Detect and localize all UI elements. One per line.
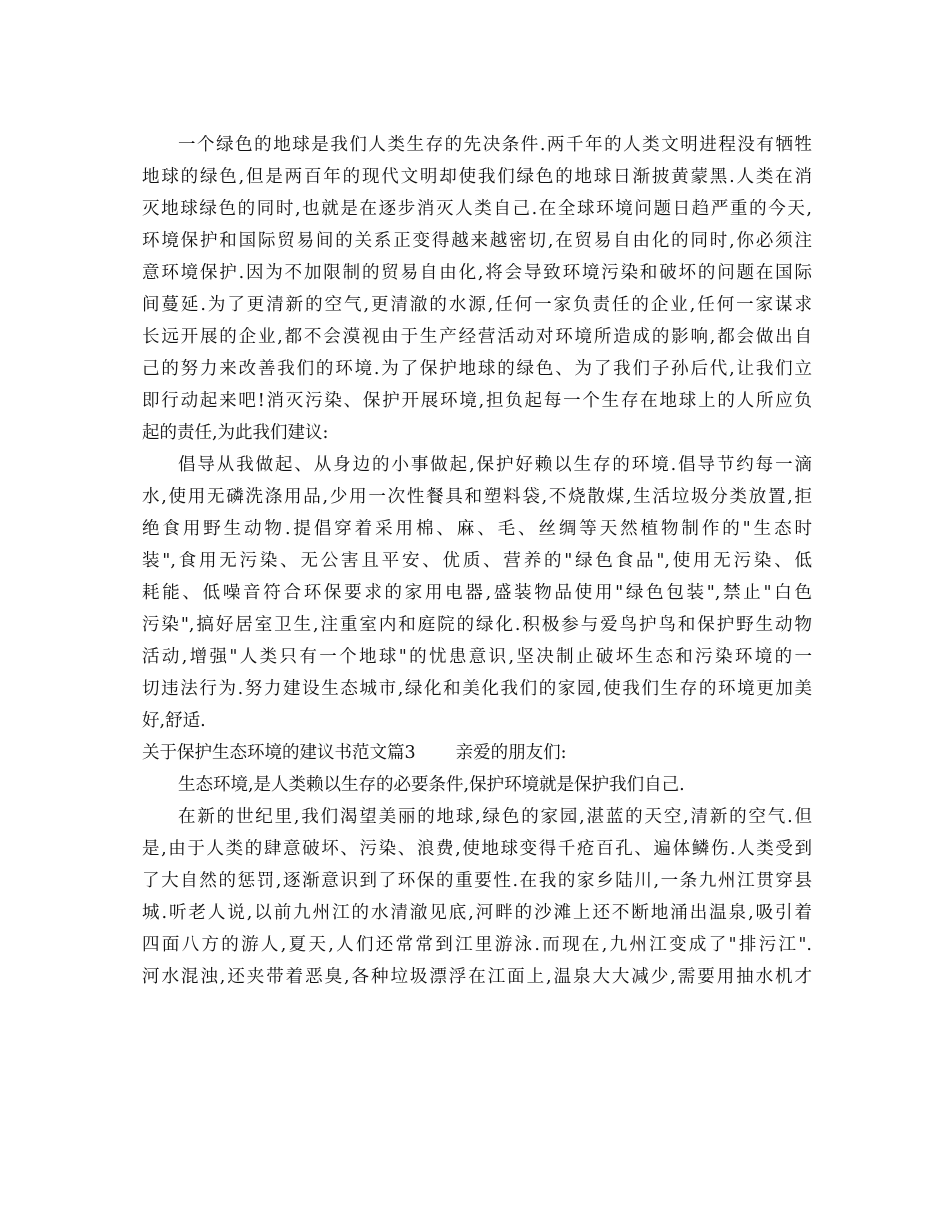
para2-line-2: 水,使用无磷洗涤用品,少用一次性餐具和塑料袋,不烧散煤,生活垃圾分类放置,拒 [142, 487, 812, 507]
para1-line-10: 起的责任,为此我们建议: [142, 423, 329, 443]
para4-line-3: 了大自然的惩罚,逐渐意识到了环保的重要性.在我的家乡陆川,一条九州江贯穿县 [142, 871, 812, 891]
para2-line-6: 污染",搞好居室卫生,注重室内和庭院的绿化.积极参与爱鸟护鸟和保护野生动物 [142, 615, 812, 635]
para4-line-2: 是,由于人类的肆意破坏、污染、浪费,使地球变得千疮百孔、遍体鳞伤.人类受到 [142, 839, 812, 859]
para4-line-5: 四面八方的游人,夏天,人们还常常到江里游泳.而现在,九州江变成了"排污江". [142, 935, 812, 955]
para2-line-1: 倡导从我做起、从身边的小事做起,保护好赖以生存的环境.倡导节约每一滴 [178, 455, 812, 475]
para1-line-2: 地球的绿色,但是两百年的现代文明却使我们绿色的地球日渐披黄蒙黑.人类在消 [142, 167, 812, 187]
para2-line-7: 活动,增强"人类只有一个地球"的忧患意识,坚决制止破坏生态和污染环境的一 [142, 647, 812, 667]
para2-line-5: 耗能、低噪音符合环保要求的家用电器,盛装物品使用"绿色包装",禁止"白色 [142, 583, 812, 603]
para1-line-6: 间蔓延.为了更清新的空气,更清澈的水源,任何一家负责任的企业,任何一家谋求 [142, 295, 812, 315]
para1-line-8: 己的努力来改善我们的环境.为了保护地球的绿色、为了我们子孙后代,让我们立 [142, 359, 812, 379]
para1-line-1: 一个绿色的地球是我们人类生存的先决条件.两千年的人类文明进程没有牺牲 [178, 135, 812, 155]
para2-line-8: 切违法行为.努力建设生态城市,绿化和美化我们的家园,使我们生存的环境更加美 [142, 679, 812, 699]
para4-line-4: 城.听老人说,以前九州江的水清澈见底,河畔的沙滩上还不断地涌出温泉,吸引着 [142, 903, 812, 923]
greeting: 亲爱的朋友们: [455, 743, 567, 763]
section-heading: 关于保护生态环境的建议书范文篇3 [142, 743, 416, 763]
para2-line-9: 好,舒适. [142, 711, 206, 731]
para1-line-4: 环境保护和国际贸易间的关系正变得越来越密切,在贸易自由化的同时,你必须注 [142, 231, 812, 251]
para1-line-7: 长远开展的企业,都不会漠视由于生产经营活动对环境所造成的影响,都会做出自 [142, 327, 812, 347]
para1-line-9: 即行动起来吧!消灭污染、保护开展环境,担负起每一个生存在地球上的人所应负 [142, 391, 812, 411]
para1-line-3: 灭地球绿色的同时,也就是在逐步消灭人类自己.在全球环境问题日趋严重的今天, [142, 199, 812, 219]
para3-line-1: 生态环境,是人类赖以生存的必要条件,保护环境就是保护我们自己. [178, 775, 685, 795]
para4-line-6: 河水混浊,还夹带着恶臭,各种垃圾漂浮在江面上,温泉大大减少,需要用抽水机才 [142, 967, 812, 987]
para1-line-5: 意环境保护.因为不加限制的贸易自由化,将会导致环境污染和破坏的问题在国际 [142, 263, 812, 283]
section-heading-row [142, 738, 812, 768]
para4-line-1: 在新的世纪里,我们渴望美丽的地球,绿色的家园,湛蓝的天空,清新的空气.但 [178, 807, 812, 827]
para2-line-4: 装",食用无污染、无公害且平安、优质、营养的"绿色食品",使用无污染、低 [142, 551, 812, 571]
para2-line-3: 绝食用野生动物.提倡穿着采用棉、麻、毛、丝绸等天然植物制作的"生态时 [142, 519, 812, 539]
